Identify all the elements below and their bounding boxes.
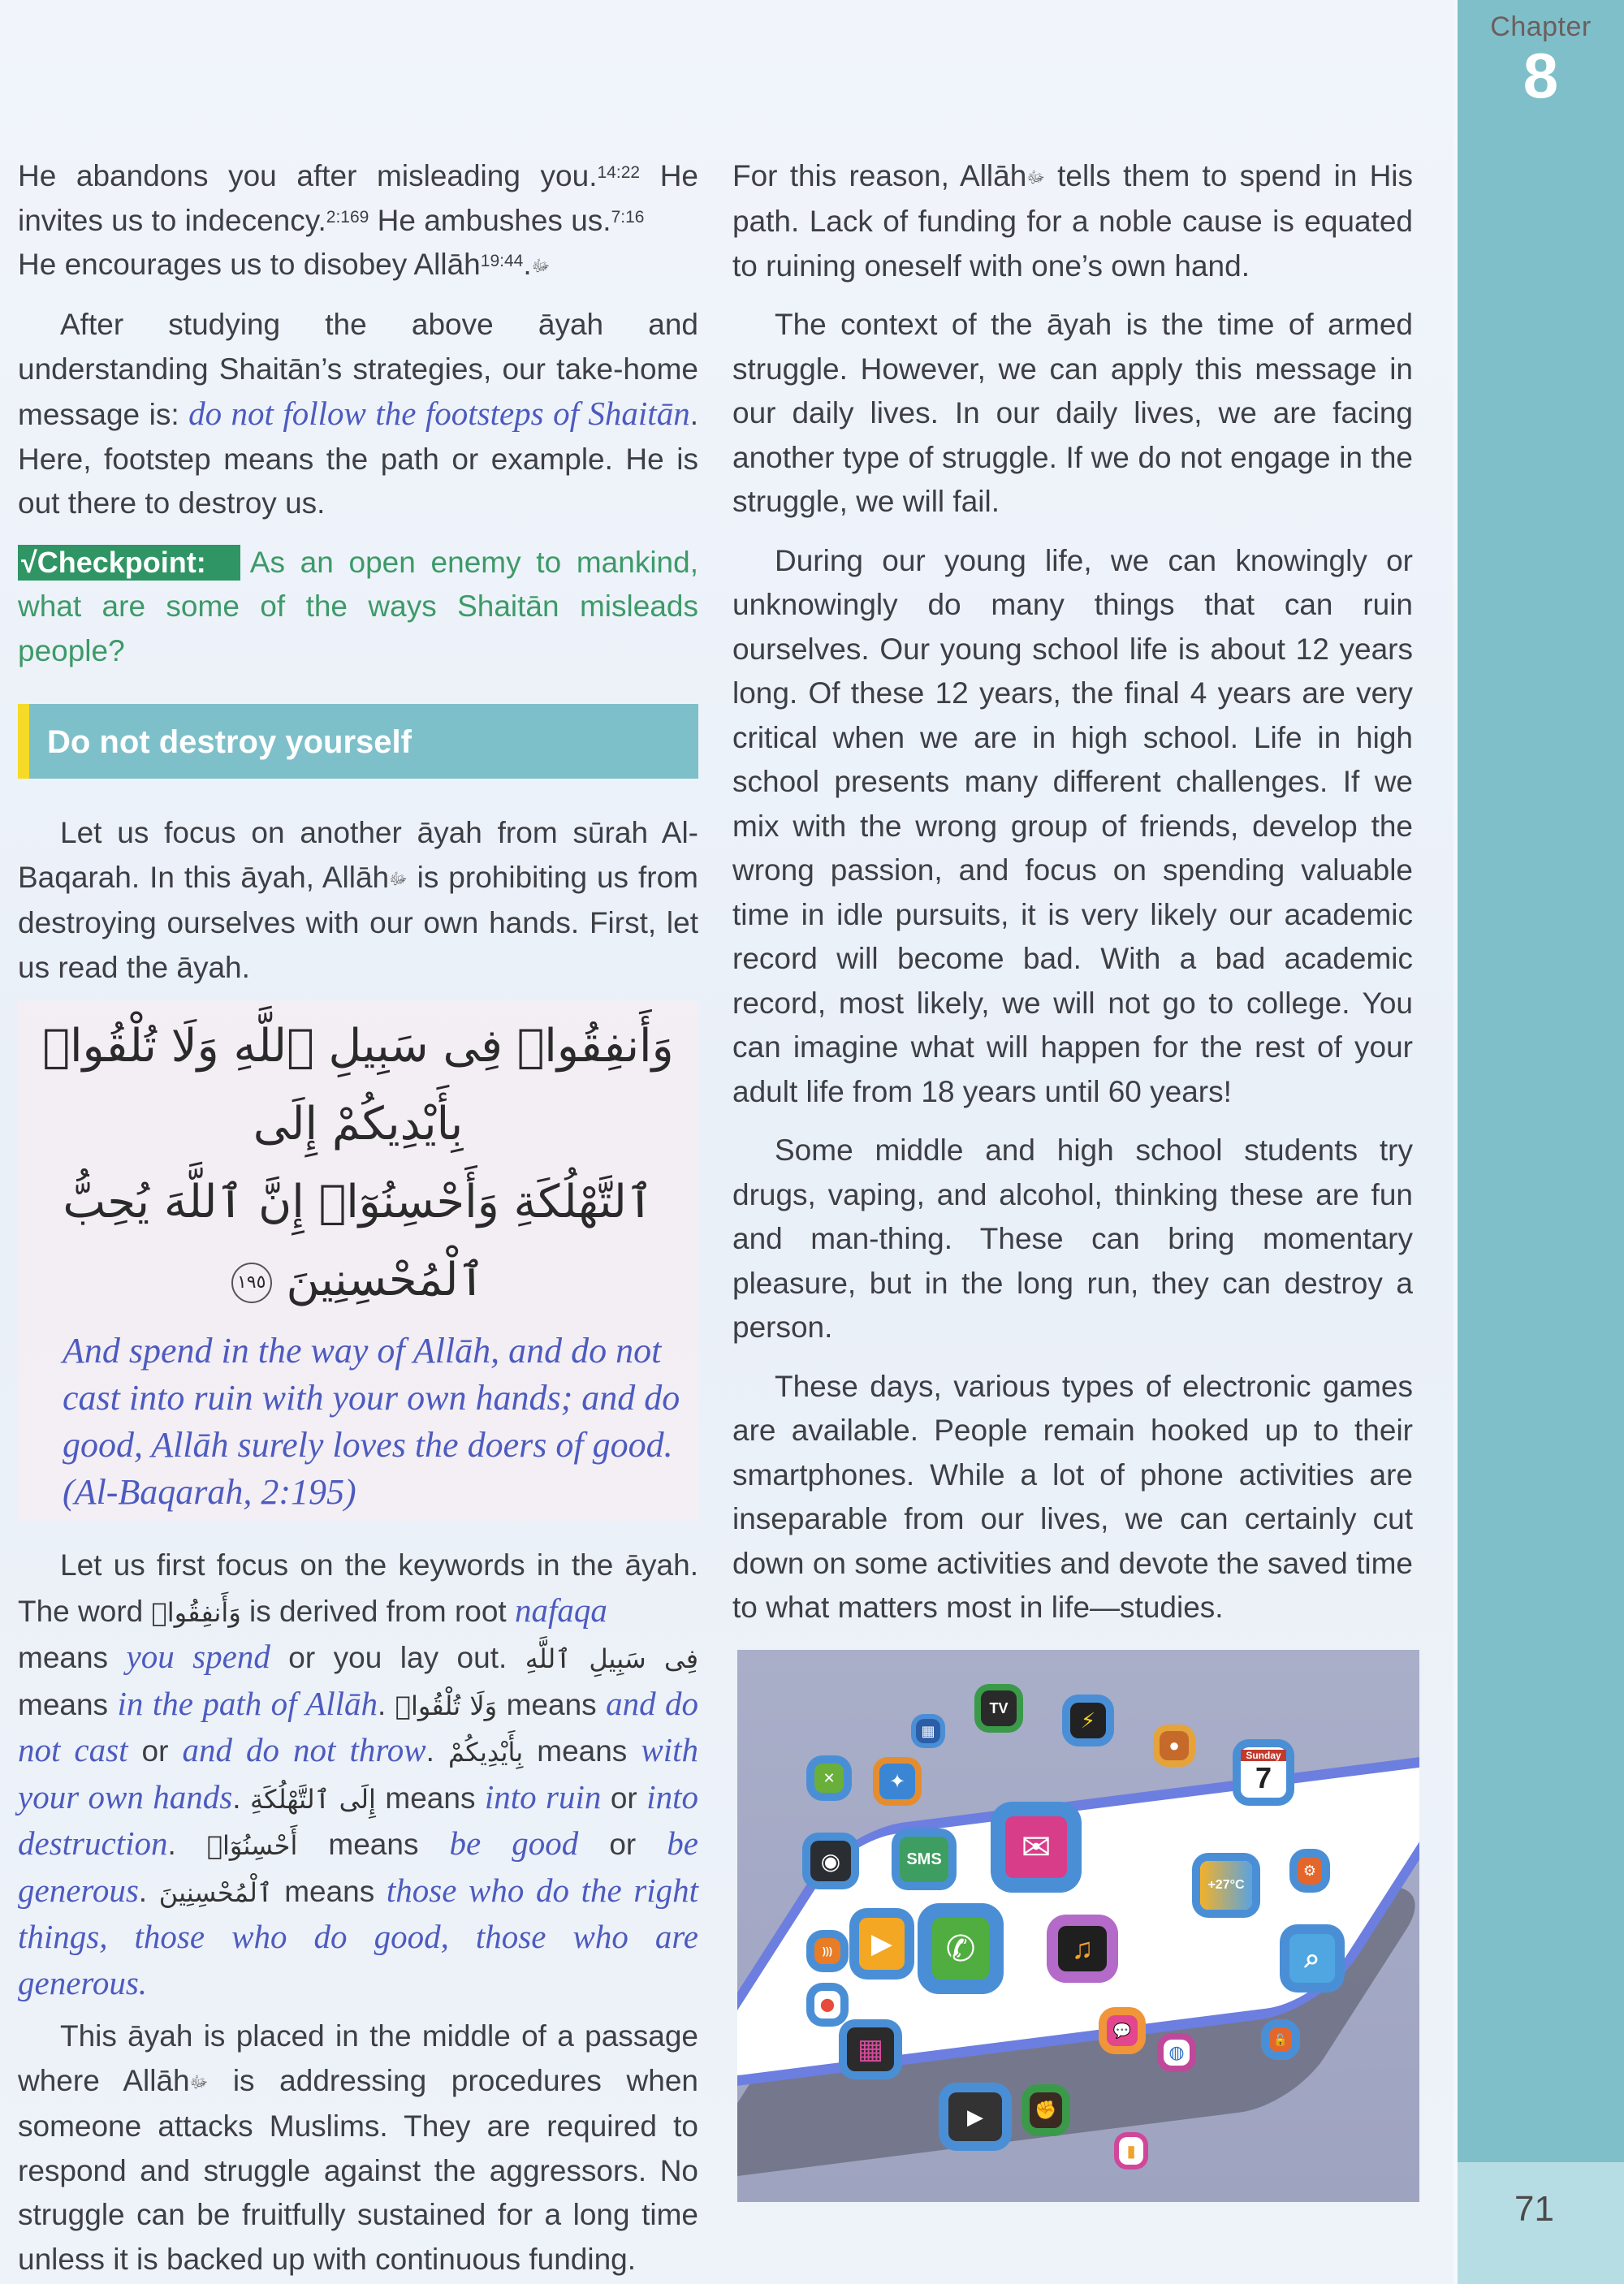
arabic-verse-line-2 <box>18 1164 698 1319</box>
emphasis: be good <box>449 1824 579 1863</box>
search-icon: ⌕ <box>1289 1934 1335 1983</box>
section-header <box>18 704 698 779</box>
text: . <box>378 1687 395 1721</box>
verse-translation: And spend in the way of Allāh, and do not cast into ruin with your own hands; and do good, Allāh surely loves the doers of good. (Al-Baqarah, 2:195) <box>63 1331 680 1513</box>
honorific-icon: ﷻ <box>531 257 551 275</box>
right-column <box>732 154 1413 1630</box>
context-paragraph <box>18 2014 698 2282</box>
text: He ambushes us. <box>369 203 611 237</box>
text: means <box>375 1781 485 1815</box>
emphasis: in the path of Allāh <box>117 1684 378 1722</box>
shaitan-tactics-paragraph <box>18 154 698 288</box>
text: This āyah is placed in the middle of a passage where Allāh <box>18 2019 698 2097</box>
section-title: Do not destroy yourself <box>47 724 412 761</box>
checkpoint-badge: √Checkpoint: <box>18 545 240 581</box>
emphasis: nafaqa <box>515 1591 607 1629</box>
school-life-paragraph: During our young life, we can knowingly or unknowingly do many things that can ruin ourselves. Our young school life is about 12 years long. Of these 12 years, the final 4 years are very critical when we are in high school. Life in high school presents many different challenges. If we mix with the wrong group of friends, develop the wrong passion, and focus on spending valuable time in idle pursuits, it is very likely our academic record will become bad. With a bad academic record, most likely, we will not go to college. You can imagine what will happen for the rest of your adult life from 18 years until 60 years! <box>732 543 1413 1108</box>
text: . <box>138 1874 159 1908</box>
checkpoint-question <box>18 541 698 674</box>
video-icon: ▶ <box>948 2092 1002 2141</box>
arabic-word: إِلَى ٱلتَّهْلُكَةِ <box>249 1783 376 1815</box>
checkpoint-text: As an open enemy to mankind, what are some of the ways Shaitān misleads people? <box>18 545 698 667</box>
page-number: 71 <box>1514 2189 1554 2229</box>
weather-icon: +27°C <box>1200 1861 1252 1910</box>
text: or you lay out. <box>270 1641 525 1675</box>
honorific-icon: ﷻ <box>189 2073 209 2092</box>
sms-icon: SMS <box>900 1837 948 1882</box>
smartphone-apps-illustration <box>737 1650 1419 2202</box>
text: is derived from root <box>240 1594 515 1628</box>
text: or <box>127 1734 183 1768</box>
text: After studying the above āyah and understanding Shaitān’s strategies, our take-home message is: <box>18 308 698 432</box>
text: He invites us to indecency. <box>18 159 698 237</box>
text: or <box>601 1781 647 1815</box>
text: . <box>425 1734 448 1768</box>
chapter-label: Chapter <box>1490 11 1592 42</box>
text: . <box>167 1828 207 1862</box>
honorific-icon: ﷻ <box>1026 168 1045 187</box>
funding-paragraph <box>732 154 1413 288</box>
keywords-paragraph <box>18 1544 698 2006</box>
reference: 19:44 <box>480 252 524 270</box>
left-column <box>18 154 698 2282</box>
globe-icon: ◍ <box>1164 2040 1190 2066</box>
text: Let us first focus on the keywords in the āyah. The word <box>18 1548 698 1628</box>
text: means <box>18 1641 127 1675</box>
chapter-sidebar <box>1458 0 1624 2284</box>
emphasis: be generous <box>18 1824 698 1909</box>
mail-icon: ✉ <box>1005 1816 1067 1878</box>
intro-paragraph <box>18 811 698 990</box>
text: He encourages us to disobey Allāh <box>18 248 481 281</box>
fist-icon: ✊ <box>1030 2092 1062 2128</box>
calendar-date: 7 <box>1255 1761 1272 1794</box>
apps-grid-icon: ▦ <box>916 1719 940 1743</box>
widgets-icon: ▦ <box>847 2027 894 2071</box>
arabic-word: فِى سَبِيلِ ٱللَّهِ <box>525 1643 699 1675</box>
arabic-word: أَحْسِنُوٓا۟ <box>206 1830 298 1862</box>
chart-icon: ▮ <box>1119 2137 1143 2165</box>
ayah-number-icon: ١٩٥ <box>231 1263 272 1303</box>
calendar-day-label: Sunday <box>1241 1750 1286 1761</box>
settings-icon: ⚙ <box>1298 1857 1322 1885</box>
takeaway-paragraph <box>18 303 698 526</box>
drugs-paragraph: Some middle and high school students try drugs, vaping, and alcohol, thinking these are fun and man-thing. These can bring momentary pleasure, but in the long run, they can destroy a person. <box>732 1133 1413 1345</box>
arabic-word: ٱلْمُحْسِنِينَ <box>158 1876 273 1908</box>
arabic-word: وَلَا تُلْقُوا۟ <box>395 1690 498 1721</box>
arabic-verse-line-1: وَأَنفِقُوا۟ فِى سَبِيلِ ٱللَّهِ وَلَا تُلْقُوا۟ بِأَيْدِيكُمْ إِلَى <box>42 1020 674 1151</box>
text: For this reason, Allāh <box>732 159 1027 192</box>
emphasis: and do not cast <box>18 1684 699 1769</box>
text: means <box>18 1687 118 1721</box>
text: is addressing procedures when someone attacks Muslims. They are required to respond and struggle against the aggressors. No struggle can be fruitfully sustained for a long time unless it is backed up with continuous funding. <box>18 2063 698 2276</box>
quran-verse-box <box>18 1001 698 1521</box>
arabic-word: وَأَنفِقُوا۟ <box>151 1596 241 1628</box>
rss-icon: ))) <box>814 1938 840 1964</box>
text: . Here, footstep means the path or example. He is out there to destroy us. <box>18 398 698 520</box>
reference: 14:22 <box>597 163 641 182</box>
honorific-icon: ﷻ <box>389 870 408 888</box>
struggle-paragraph: The context of the āyah is the time of armed struggle. However, we can apply this message in our daily lives. In our daily lives, we are facing another type of struggle. If we do not engage in the struggle, we will fail. <box>732 308 1413 519</box>
text: means <box>497 1687 607 1721</box>
basketball-icon: ● <box>1160 1731 1189 1760</box>
text: or <box>578 1828 667 1862</box>
text: . <box>232 1781 250 1815</box>
compass-icon: ✦ <box>879 1764 915 1799</box>
emphasis: into destruction <box>18 1777 698 1863</box>
text: is prohibiting us from destroying ourselves with our own hands. First, let us read the āyah. <box>18 860 698 984</box>
chapter-number: 8 <box>1522 40 1559 111</box>
arabic-word: بِأَيْدِيكُمْ <box>447 1737 524 1768</box>
lightning-icon: ⚡ <box>1070 1703 1106 1738</box>
lock-icon: 🔓 <box>1269 2027 1292 2052</box>
arabic-text: ٱلتَّهْلُكَةِ وَأَحْسِنُوٓا۟ إِنَّ ٱللَّهَ يُحِبُّ ٱلْمُحْسِنِينَ <box>63 1176 654 1307</box>
chat-icon: 💬 <box>1107 2015 1138 2046</box>
text: tells them to spend in His path. Lack of funding for a noble cause is equated to ruining oneself with one’s own hand. <box>732 159 1414 283</box>
text: means <box>272 1874 387 1908</box>
emphasis: those who do the right things, those who do good, those who are generous. <box>18 1871 698 2001</box>
balloons-icon: ⬤ <box>814 1991 840 2018</box>
tv-icon: TV <box>981 1690 1017 1726</box>
text: means <box>523 1734 641 1768</box>
reference: 7:16 <box>611 207 645 227</box>
music-icon: ♫ <box>1058 1926 1107 1971</box>
smartphone-paragraph: These days, various types of electronic games are available. People remain hooked up to their smartphones. While a lot of phone activities are inseparable from our lives, we can certainly cut down on some activities and devote the saved time to what matters most in life—studies. <box>732 1369 1413 1625</box>
play-icon: ▶ <box>859 1918 905 1970</box>
calendar-icon <box>1241 1747 1286 1798</box>
phone-call-icon: ✆ <box>932 1918 989 1980</box>
emphasis: you spend <box>126 1638 270 1676</box>
emphasis: into ruin <box>484 1777 602 1816</box>
camera-icon: ◉ <box>810 1841 851 1881</box>
text: means <box>297 1828 450 1862</box>
emphasis: do not follow the footsteps of Shaitān <box>188 395 690 433</box>
text: Let us focus on another āyah from sūrah Al-Baqarah. In this āyah, Allāh <box>18 816 698 894</box>
text: . <box>523 248 532 281</box>
emphasis: with your own hands <box>18 1731 699 1816</box>
text: He abandons you after misleading you. <box>18 159 598 192</box>
emphasis: and do not throw <box>182 1731 426 1769</box>
reference: 2:169 <box>326 207 369 227</box>
network-icon: ✕ <box>814 1764 844 1793</box>
